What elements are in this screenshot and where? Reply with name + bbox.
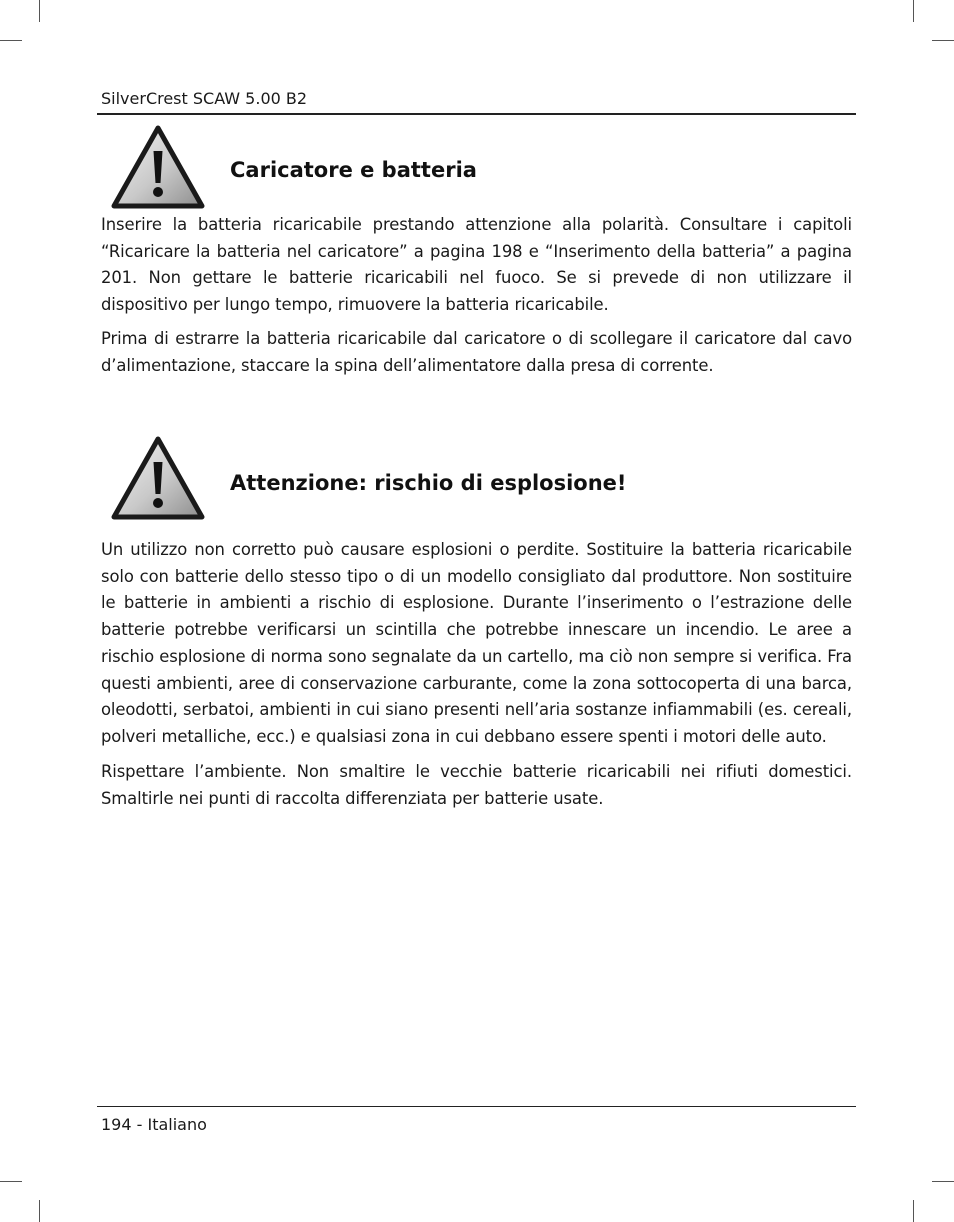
paragraph: Inserire la batteria ricaricabile prestando attenzione alla polarità. Consultare i capitoli “Ricaricare la batteria nel caricatore” a pagina 198 e “Inserimento della batteria” a pagina 201. Non gettare le batterie ricaricabili nel fuoco. Se si prevede di non utilizzare il dispositivo per lungo tempo, rimuovere la batteria ricaricabile. — [101, 215, 852, 315]
running-header: SilverCrest SCAW 5.00 B2 — [101, 89, 308, 108]
crop-mark — [0, 1181, 22, 1182]
warning-triangle-icon — [111, 436, 205, 520]
crop-mark — [39, 1200, 40, 1222]
crop-mark — [0, 40, 22, 41]
paragraph: Rispettare l’ambiente. Non smaltire le vecchie batterie ricaricabili nei rifiuti domestici. Smaltirle nei punti di raccolta differenziata per batterie usate. — [101, 762, 852, 808]
warning-triangle-icon — [111, 125, 205, 209]
header-divider — [97, 113, 856, 115]
section-heading: Caricatore e batteria — [230, 158, 477, 182]
page-number: 194 - Italiano — [101, 1115, 207, 1134]
paragraph: Prima di estrarre la batteria ricaricabile dal caricatore o di scollegare il caricatore dal cavo d’alimentazione, staccare la spina dell’alimentatore dalla presa di corrente. — [101, 329, 852, 375]
crop-mark — [913, 0, 914, 22]
section-heading: Attenzione: rischio di esplosione! — [230, 471, 627, 495]
footer-divider — [97, 1106, 856, 1107]
crop-mark — [913, 1200, 914, 1222]
crop-mark — [932, 40, 954, 41]
paragraph: Un utilizzo non corretto può causare esplosioni o perdite. Sostituire la batteria ricaricabile solo con batterie dello stesso tipo o di un modello consigliato dal produttore. Non sostituire le batterie in ambienti a rischio di esplosione. Durante l’inserimento o l’estrazione delle batterie potrebbe verificarsi un scintilla che potrebbe innescare un incendio. Le aree a rischio esplosione di norma sono segnalate da un cartello, ma ciò non sempre si verifica. Fra questi ambienti, aree di conservazione carburante, come la zona sottocoperta di una barca, oleodotti, serbatoi, ambienti in cui siano presenti nell’aria sostanze infiammabili (es. cereali, polveri metalliche, ecc.) e qualsiasi zona in cui debbano essere spenti i motori delle auto. — [101, 540, 852, 746]
crop-mark — [39, 0, 40, 22]
crop-mark — [932, 1181, 954, 1182]
